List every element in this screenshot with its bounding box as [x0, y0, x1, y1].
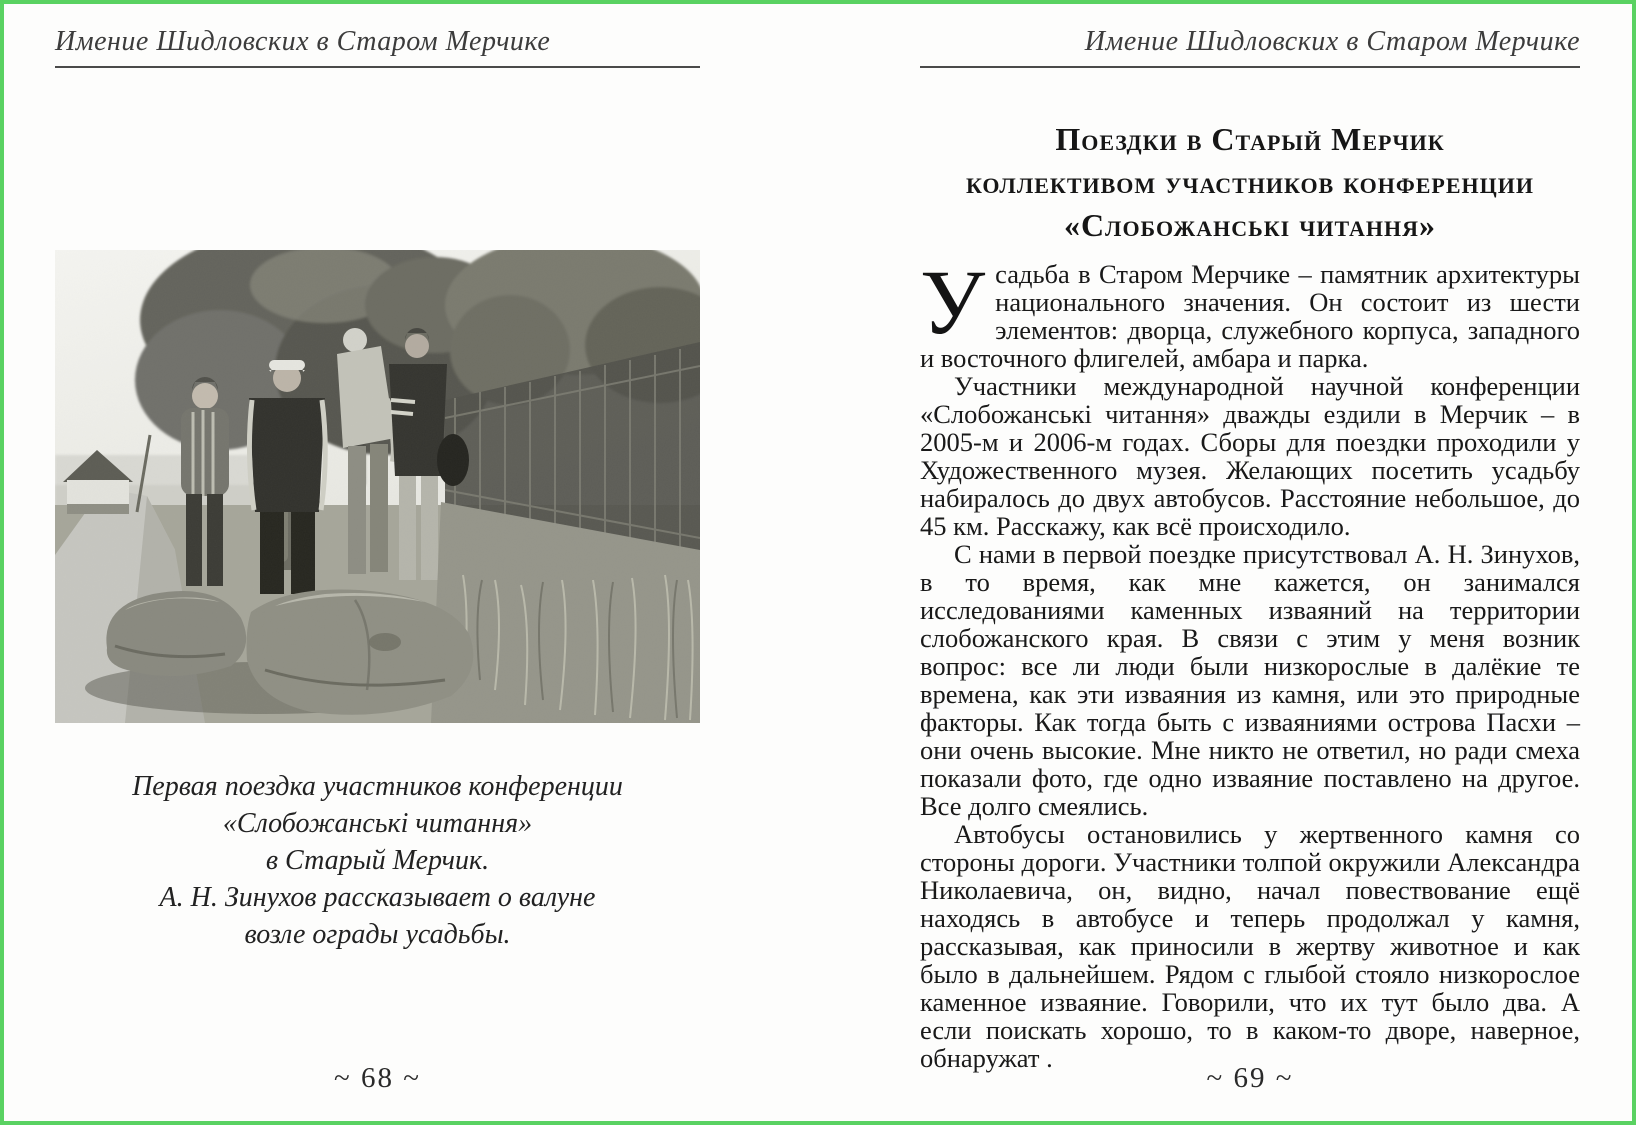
photo-grain: [55, 250, 700, 723]
paragraph: [920, 251, 1580, 373]
photo-caption: [55, 768, 700, 953]
photo-first-trip: [55, 250, 700, 723]
chapter-title: [920, 118, 1580, 247]
paragraph: Автобусы остановились у жертвенного камня со стороны дороги. Участники толпой окружили Александра Николаевича, он, видно, начал повествование ещё находясь в автобусе и теперь продолжал у камня, рассказывая, как приносили в жертву животное и как было в дальнейшем. Рядом с глыбой стояло низкорослое каменное изваяние. Говорили, что их тут было два. А если поискать хорошо, то в каком-то дворе, наверное, обнаружат .: [920, 819, 1580, 1073]
page-number-69: ~ 69 ~: [1206, 1062, 1294, 1094]
page-number-68: ~ 68 ~: [334, 1062, 421, 1094]
paragraph: Участники международной научной конференции «Слобожанські читання» дважды ездили в Мерчик – в 2005-м и 2006-м годах. Сборы для поездки проходили у Художественного музея. Желающих посетить усадьбу набиралось до двух автобусов. Расстояние небольшое, до 45 км. Расскажу, как всё происходило.: [920, 371, 1580, 541]
caption-line: «Слобожанські читання»: [222, 808, 533, 839]
paragraph: С нами в первой поездке присутствовал А. Н. Зинухов, в то время, как мне кажется, он занимался исследованиями каменных изваяний на территории слобожанского края. В связи с этим у меня возник вопрос: все ли люди были низкорослые в далёкие те времена, как эти изваяния из камня, или это природные факторы. Как тогда быть с изваяниями острова Пасхи – они очень высокие. Мне никто не ответил, но ради смеха показали фото, где одно изваяние поставлено на другое. Все долго смеялись.: [920, 539, 1580, 821]
caption-line: возле ограды усадьбы.: [244, 919, 511, 950]
caption-line: в Старый Мерчик.: [265, 845, 490, 876]
photo-illustration: [55, 250, 700, 723]
chapter-title-line: «Слобожанські читання»: [1063, 207, 1437, 243]
body-text: [920, 251, 1580, 1073]
caption-line: А. Н. Зинухов рассказывает о валуне: [159, 882, 596, 913]
caption-line: Первая поездка участников конференции: [132, 771, 623, 802]
running-header-text: Имение Шидловских в Старом Мерчике: [55, 26, 551, 57]
running-header-right: [920, 26, 1580, 68]
running-header-text: Имение Шидловских в Старом Мерчике: [1084, 26, 1580, 57]
page-right: [818, 4, 1632, 1121]
paragraph-text: садьба в Старом Мерчике – памятник архитектуры национального значения. Он состоит из шести элементов: дворца, служебного корпуса, западного и восточного флигелей, амбара и парка.: [920, 259, 1580, 373]
running-header-left: [55, 26, 700, 68]
drop-cap: У: [920, 251, 986, 353]
chapter-title-line: коллективом участников конференции: [966, 164, 1534, 200]
page-left: [4, 4, 818, 1121]
chapter-title-line: Поездки в Старый Мерчик: [1055, 121, 1445, 157]
